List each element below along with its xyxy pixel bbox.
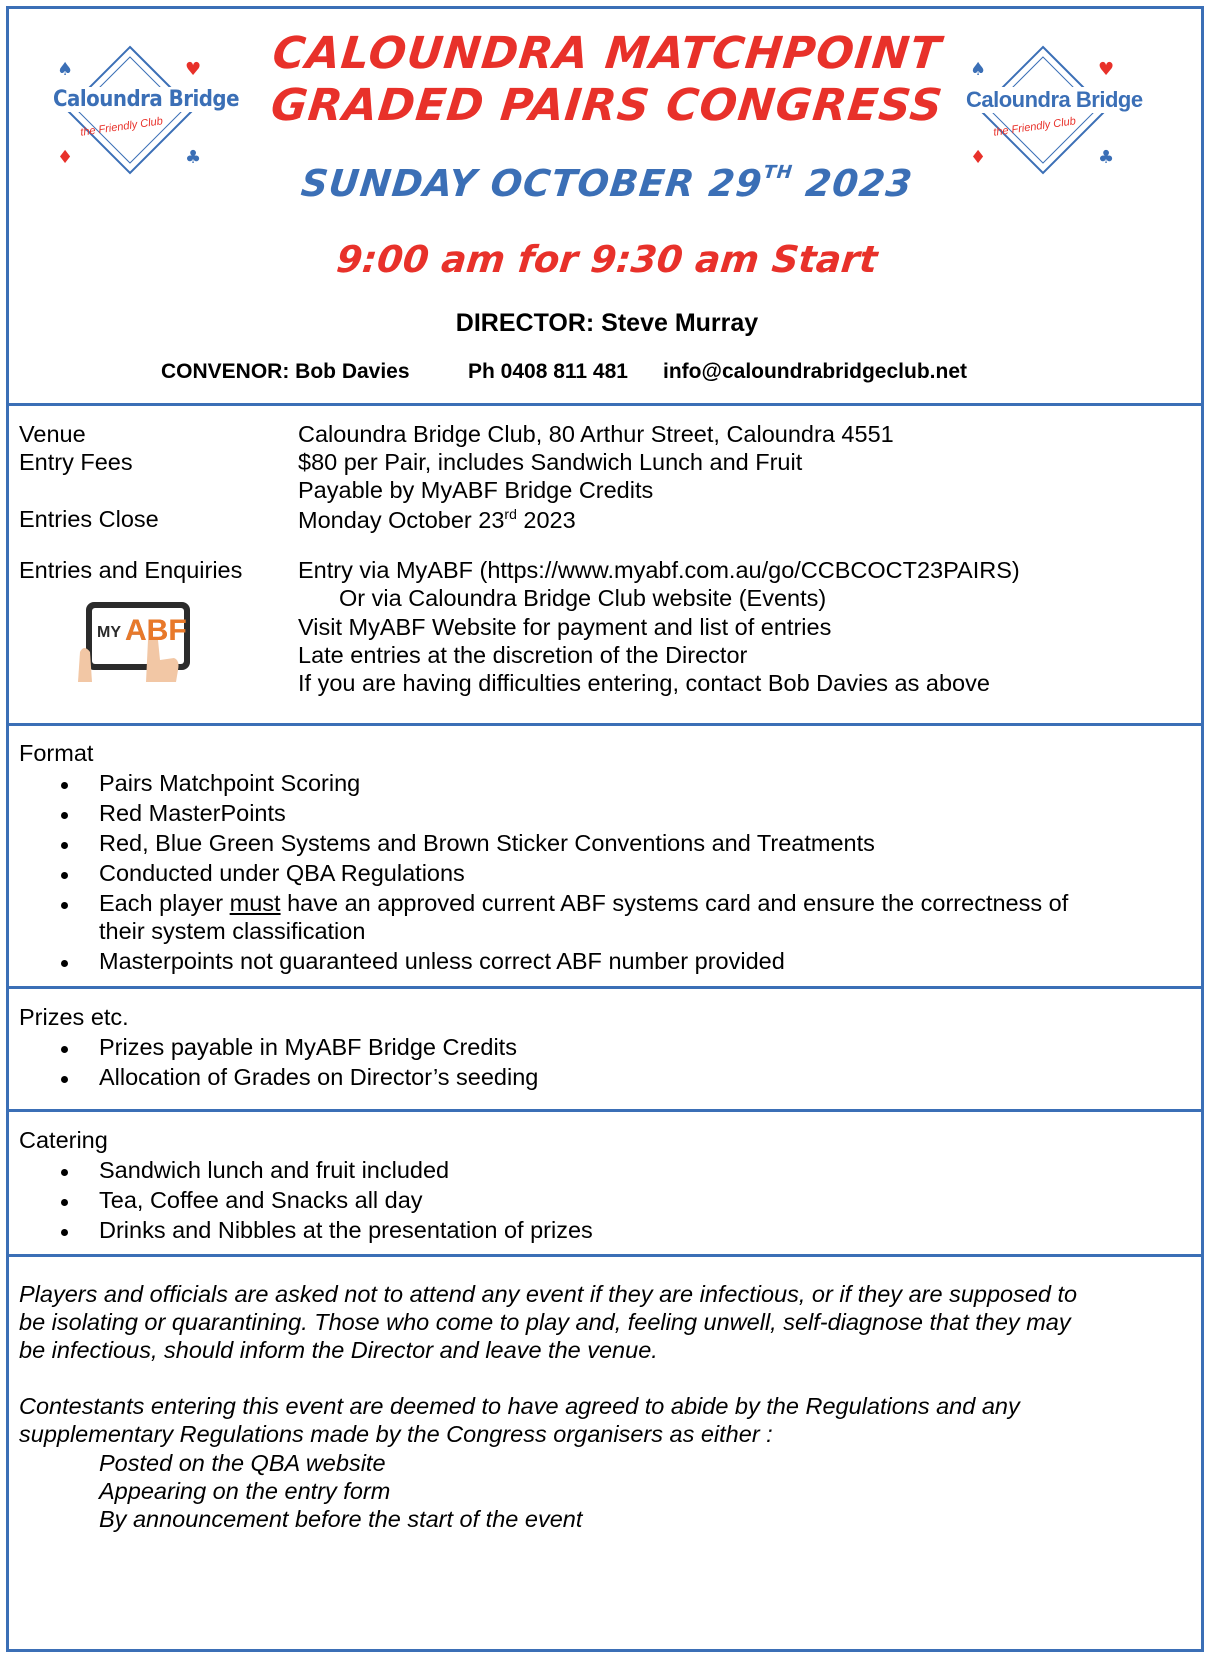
bullet	[61, 842, 68, 849]
enquiries-line[interactable]: Entry via MyABF (https://www.myabf.com.au/go/CCBCOCT23PAIRS)	[298, 557, 1020, 583]
catering-item: Tea, Coffee and Snacks all day	[99, 1187, 423, 1213]
myabf-my: MY	[97, 624, 121, 641]
logo-name: Caloundra Bridge	[966, 87, 1143, 112]
event-time: 9:00 am for 9:30 am Start	[334, 238, 880, 281]
bullet	[61, 902, 68, 909]
svg-text:♥: ♥	[1098, 59, 1115, 80]
event-date	[258, 162, 957, 205]
notice-list-item: By announcement before the start of the event	[99, 1506, 583, 1532]
club-logo-right	[958, 45, 1143, 205]
svg-text:♠: ♠	[970, 59, 987, 80]
format-item: Red, Blue Green Systems and Brown Sticker Conventions and Treatments	[99, 830, 875, 856]
fees-label: Entry Fees	[19, 449, 133, 475]
enquiries-line: Visit MyABF Website for payment and list of entries	[298, 614, 832, 640]
convenor-email: info@caloundrabridgeclub.net	[663, 360, 967, 383]
svg-text:♦: ♦	[57, 147, 74, 168]
divider	[6, 723, 1204, 726]
svg-text:♥: ♥	[185, 59, 202, 80]
divider	[6, 1109, 1204, 1112]
fees-value-1: $80 per Pair, includes Sandwich Lunch and Fruit	[298, 449, 803, 475]
fees-value-2: Payable by MyABF Bridge Credits	[298, 477, 654, 503]
close-date-suffix: rd	[504, 506, 517, 522]
close-date: Monday October 23	[298, 506, 505, 533]
bullet	[61, 812, 68, 819]
director: DIRECTOR: Steve Murray	[455, 309, 759, 337]
divider	[6, 986, 1204, 989]
bullet	[61, 872, 68, 879]
bullet	[61, 1076, 68, 1083]
enquiries-line: If you are having difficulties entering, contact Bob Davies as above	[298, 670, 990, 696]
format-item-5-must: must	[229, 890, 281, 916]
myabf-logo	[78, 600, 194, 682]
divider	[6, 403, 1204, 406]
bullet	[61, 782, 68, 789]
event-title-line1: CALOUNDRA MATCHPOINT	[270, 28, 944, 79]
format-item-5-start: Each player	[99, 890, 230, 916]
format-item: Pairs Matchpoint Scoring	[99, 770, 361, 796]
svg-text:♦: ♦	[970, 147, 987, 168]
logo-tagline: the Friendly Club	[992, 115, 1077, 139]
notice-line: Contestants entering this event are deemed to have agreed to abide by the Regulations and any	[19, 1393, 1020, 1419]
svg-text:♠: ♠	[57, 59, 74, 80]
prizes-item: Allocation of Grades on Director’s seeding	[99, 1064, 539, 1090]
catering-heading: Catering	[19, 1127, 108, 1153]
enquiries-label: Entries and Enquiries	[19, 557, 243, 583]
bullet	[61, 1229, 68, 1236]
svg-text:♣: ♣	[185, 147, 202, 168]
event-title-line2: GRADED PAIRS CONGRESS	[268, 80, 946, 131]
enquiries-line: Late entries at the discretion of the Director	[298, 642, 748, 668]
format-heading: Format	[19, 740, 94, 766]
svg-text:♣: ♣	[1098, 147, 1115, 168]
notice-list-item: Appearing on the entry form	[99, 1478, 391, 1504]
bullet	[61, 960, 68, 967]
notice-line: be isolating or quarantining. Those who come to play and, feeling unwell, self-diagnose that they may	[19, 1309, 1071, 1335]
convenor-phone: Ph 0408 811 481	[468, 360, 628, 383]
event-date-year: 2023	[803, 162, 915, 205]
venue-label: Venue	[19, 421, 86, 447]
bullet	[61, 1169, 68, 1176]
logo-tagline: the Friendly Club	[79, 115, 164, 139]
club-logo-left	[45, 45, 240, 205]
close-value	[298, 506, 576, 534]
myabf-abf	[125, 614, 187, 648]
format-item	[99, 890, 1068, 917]
catering-item: Sandwich lunch and fruit included	[99, 1157, 450, 1183]
format-item: Red MasterPoints	[99, 800, 286, 826]
bullet	[61, 1046, 68, 1053]
catering-item: Drinks and Nibbles at the presentation of prizes	[99, 1217, 593, 1243]
close-label: Entries Close	[19, 506, 159, 532]
prizes-heading: Prizes etc.	[19, 1004, 129, 1030]
event-date-suffix: TH	[762, 162, 795, 183]
format-item: Masterpoints not guaranteed unless correct ABF number provided	[99, 948, 785, 974]
enquiries-line: Or via Caloundra Bridge Club website (Events)	[339, 585, 827, 611]
bullet	[61, 1199, 68, 1206]
format-item-5-line2: their system classification	[99, 918, 366, 944]
prizes-item: Prizes payable in MyABF Bridge Credits	[99, 1034, 517, 1060]
notice-line: Players and officials are asked not to attend any event if they are infectious, or if they are supposed to	[19, 1281, 1078, 1307]
myabf-abf-text: ABF	[125, 614, 187, 647]
format-item-5-end: have an approved current ABF systems card and ensure the correctness of	[280, 890, 1069, 916]
logo-name: Caloundra Bridge	[53, 87, 240, 112]
notice-line: be infectious, should inform the Director and leave the venue.	[19, 1337, 658, 1363]
convenor: CONVENOR: Bob Davies	[161, 360, 410, 383]
notice-list-item: Posted on the QBA website	[99, 1450, 386, 1476]
close-year: 2023	[516, 506, 576, 533]
divider	[6, 1254, 1204, 1257]
notice-line: supplementary Regulations made by the Congress organisers as either :	[19, 1421, 773, 1447]
event-date-main: SUNDAY OCTOBER 29	[299, 162, 765, 205]
format-item: Conducted under QBA Regulations	[99, 860, 465, 886]
venue-value: Caloundra Bridge Club, 80 Arthur Street, Caloundra 4551	[298, 421, 894, 447]
